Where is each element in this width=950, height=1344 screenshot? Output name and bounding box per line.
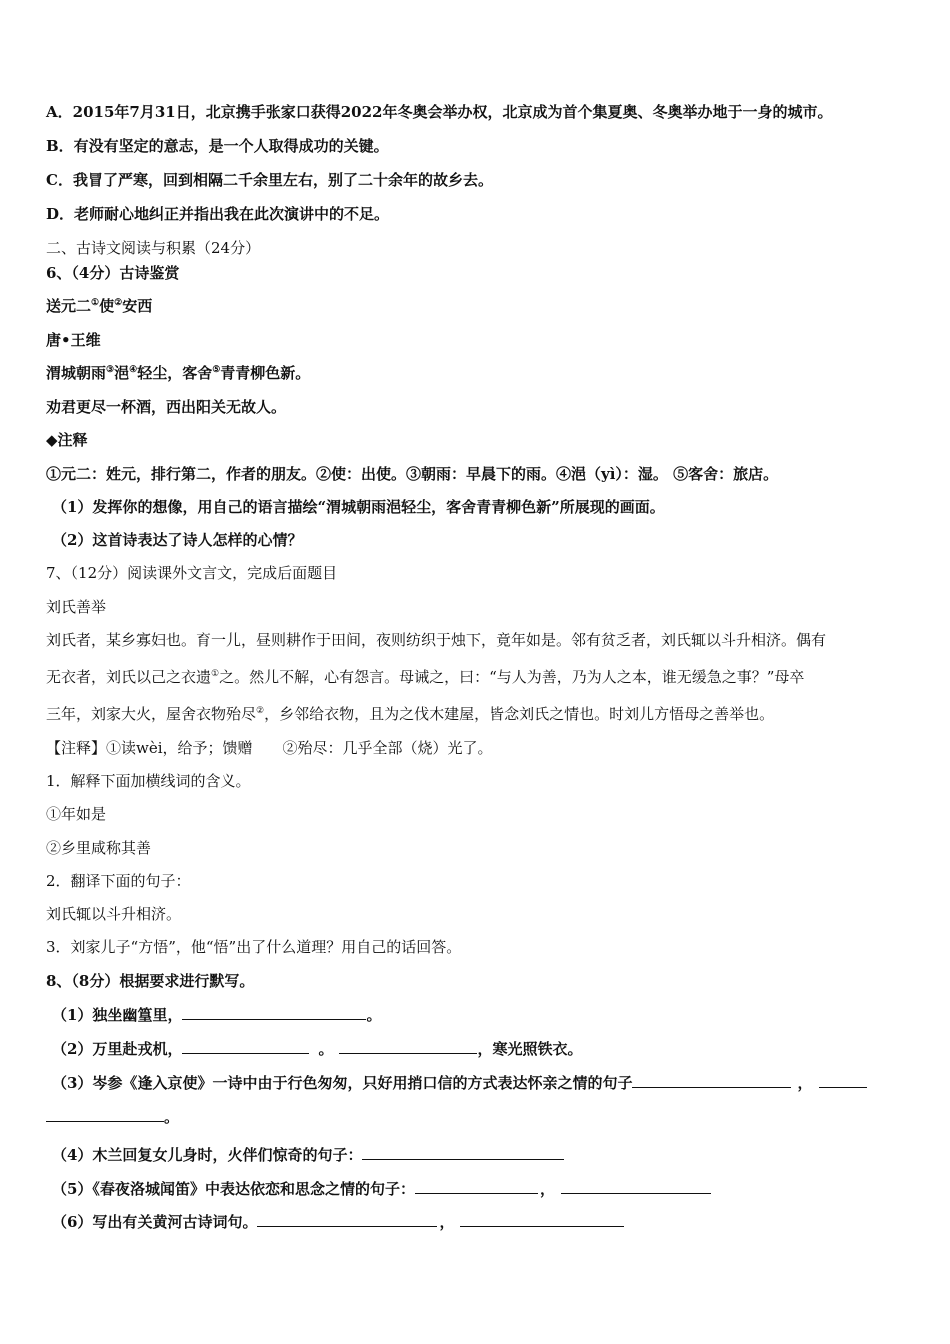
answer-blank[interactable] bbox=[182, 1005, 366, 1020]
footnote-mark: ③ bbox=[106, 365, 115, 375]
passage-line-2 bbox=[46, 667, 804, 687]
q6-header bbox=[46, 263, 179, 283]
q6-header-text: 6、（4分）古诗鉴赏 bbox=[46, 264, 180, 282]
poem-line-2: 劝君更尽一杯酒，西出阳关无故人。 bbox=[46, 398, 287, 416]
answer-blank[interactable] bbox=[460, 1212, 624, 1227]
answer-blank[interactable] bbox=[819, 1073, 867, 1088]
item-text: 。 bbox=[164, 1108, 180, 1126]
passage-seg: 之。然儿不解，心有怨言。母诫之，曰：“与人为善，乃为人之本，谁无缓急之事？”母卒 bbox=[219, 668, 805, 686]
passage-notes: 【注释】①读wèi，给予；馈赠 ②殆尽：几乎全部（烧）光了。 bbox=[46, 739, 493, 757]
notes-heading: ◆注释 bbox=[46, 431, 88, 449]
footnote-mark: ④ bbox=[129, 365, 138, 375]
item-text: ，寒光照铁衣。 bbox=[477, 1040, 583, 1058]
item-text: （1）独坐幽篁里， bbox=[52, 1006, 183, 1024]
poem-seg: 青青柳色新。 bbox=[220, 364, 311, 382]
q7-sub-1b: ②乡里咸称其善 bbox=[46, 839, 152, 857]
item-text: 。 bbox=[318, 1040, 334, 1058]
answer-blank[interactable] bbox=[257, 1212, 437, 1227]
item-text: ， bbox=[539, 1180, 555, 1198]
passage-title: 刘氏善举 bbox=[46, 598, 107, 616]
option-d: D．老师耐心地纠正并指出我在此次演讲中的不足。 bbox=[46, 205, 390, 223]
answer-blank[interactable] bbox=[46, 1107, 164, 1122]
poem-seg: 渭城朝雨 bbox=[46, 364, 107, 382]
answer-blank[interactable] bbox=[339, 1039, 477, 1054]
q8-item-4 bbox=[52, 1145, 564, 1165]
q7-sub-1: 1．解释下面加横线词的含义。 bbox=[46, 772, 251, 790]
poem-line-1 bbox=[46, 363, 310, 383]
poem-author: 唐•王维 bbox=[46, 331, 101, 349]
footnote-mark: ① bbox=[211, 669, 220, 679]
footnote-mark: ⑤ bbox=[212, 365, 221, 375]
passage-seg: 三年，刘家大火，屋舍衣物殆尽 bbox=[46, 705, 257, 723]
footnote-mark: ② bbox=[114, 298, 123, 308]
q7-sub-2a: 刘氏辄以斗升相济。 bbox=[46, 905, 182, 923]
section-heading: 二、古诗文阅读与积累（24分） bbox=[46, 239, 261, 257]
item-text: ， bbox=[797, 1074, 813, 1092]
passage-seg: ，乡邻给衣物，且为之伐木建屋，皆念刘氏之情也。时刘儿方悟母之善举也。 bbox=[264, 705, 775, 723]
item-text: ， bbox=[439, 1213, 455, 1231]
poem-title-pre: 送元二 bbox=[46, 297, 92, 315]
q6-sub-2: （2）这首诗表达了诗人怎样的心情？ bbox=[52, 531, 303, 549]
passage-seg: 无衣者，刘氏以己之衣遗 bbox=[46, 668, 212, 686]
poem-notes: ①元二：姓元，排行第二，作者的朋友。②使：出使。③朝雨：早晨下的雨。④浥（yì）：湿。 ⑤客舍：旅店。 bbox=[46, 465, 779, 483]
poem-title-mid: 使 bbox=[99, 297, 115, 315]
q8-item-3 bbox=[52, 1073, 867, 1093]
item-text: 。 bbox=[366, 1006, 382, 1024]
q7-sub-2: 2．翻译下面的句子： bbox=[46, 872, 191, 890]
q7-header: 7、（12分）阅读课外文言文，完成后面题目 bbox=[46, 564, 338, 582]
answer-blank[interactable] bbox=[632, 1073, 791, 1088]
item-text: （4）木兰回复女儿身时，火伴们惊奇的句子： bbox=[52, 1146, 363, 1164]
q8-item-1 bbox=[52, 1005, 381, 1025]
answer-blank[interactable] bbox=[362, 1145, 564, 1160]
footnote-mark: ② bbox=[256, 706, 265, 716]
q8-item-3-cont bbox=[46, 1107, 179, 1127]
q8-header-text: 8、（8分）根据要求进行默写。 bbox=[46, 972, 255, 990]
option-b: B．有没有坚定的意志，是一个人取得成功的关键。 bbox=[46, 137, 389, 155]
option-c: C．我冒了严寒，回到相隔二千余里左右，别了二十余年的故乡去。 bbox=[46, 171, 493, 189]
item-text: （3）岑参《逢入京使》一诗中由于行色匆匆，只好用捎口信的方式表达怀亲之情的句子 bbox=[52, 1074, 633, 1092]
answer-blank[interactable] bbox=[182, 1039, 309, 1054]
answer-blank[interactable] bbox=[415, 1179, 538, 1194]
poem-title bbox=[46, 296, 152, 316]
q7-sub-1a: ①年如是 bbox=[46, 805, 107, 823]
item-text: （6）写出有关黄河古诗词句。 bbox=[52, 1213, 258, 1231]
option-a: A．2015年7月31日，北京携手张家口获得2022年冬奥会举办权，北京成为首个集夏奥、冬奥举办地于一身的城市。 bbox=[46, 103, 833, 121]
q7-sub-3: 3．刘家儿子“方悟”，他“悟”出了什么道理？用自己的话回答。 bbox=[46, 938, 462, 956]
poem-seg: 轻尘，客舍 bbox=[137, 364, 213, 382]
footnote-mark: ① bbox=[91, 298, 100, 308]
passage-line-1: 刘氏者，某乡寡妇也。育一儿，昼则耕作于田间，夜则纺织于烛下，竟年如是。邻有贫乏者，刘氏辄以斗升相济。偶有 bbox=[46, 631, 827, 649]
q8-item-5 bbox=[52, 1179, 711, 1199]
q8-header bbox=[46, 971, 254, 991]
item-text: （2）万里赴戎机， bbox=[52, 1040, 183, 1058]
item-text: （5）《春夜洛城闻笛》中表达依恋和思念之情的句子： bbox=[52, 1180, 415, 1198]
q8-item-6 bbox=[52, 1212, 624, 1232]
poem-title-post: 安西 bbox=[122, 297, 153, 315]
q8-item-2 bbox=[52, 1039, 582, 1059]
q6-sub-1: （1）发挥你的想像，用自己的语言描绘“渭城朝雨浥轻尘，客舍青青柳色新”所展现的画面。 bbox=[52, 498, 665, 516]
answer-blank[interactable] bbox=[561, 1179, 711, 1194]
passage-line-3 bbox=[46, 704, 774, 724]
poem-seg: 浥 bbox=[114, 364, 130, 382]
